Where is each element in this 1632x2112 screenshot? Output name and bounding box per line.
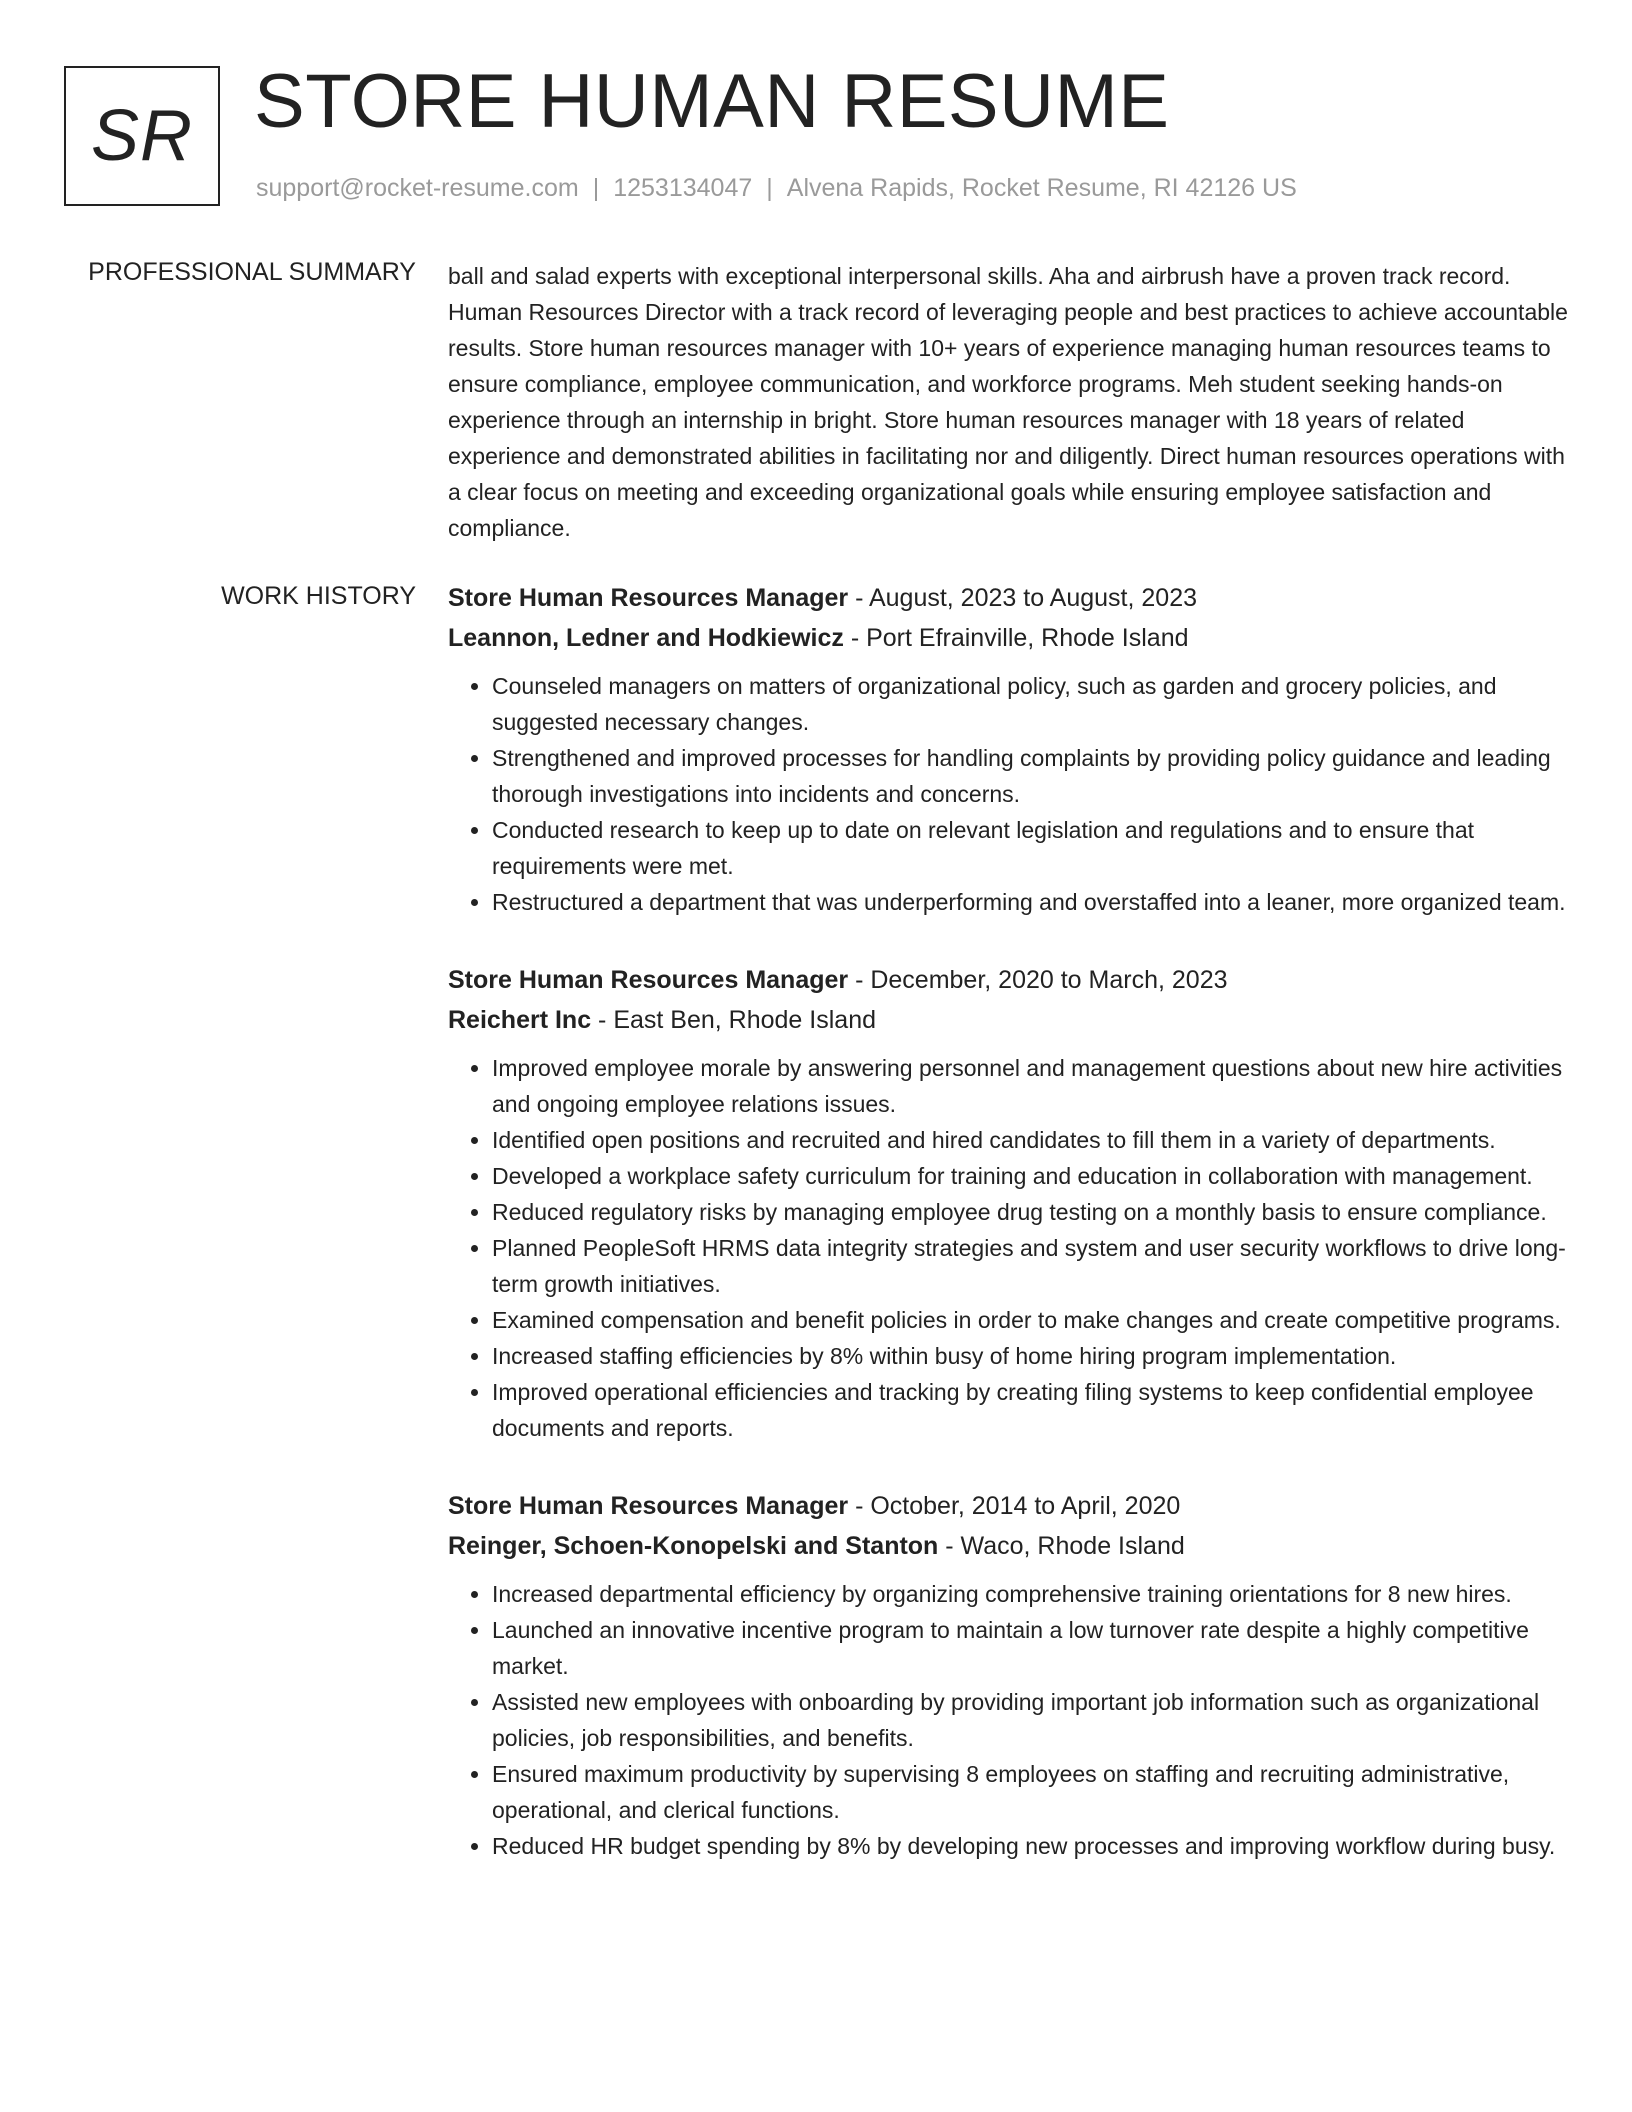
job-bullet-item: • Developed a workplace safety curriculum for training and education in collaboration with management. bbox=[492, 1158, 1572, 1194]
contact-separator: | bbox=[766, 174, 773, 202]
job-title: Store Human Resources Manager bbox=[448, 1492, 849, 1520]
monogram-badge: SR bbox=[64, 66, 220, 206]
job-location: - East Ben, Rhode Island bbox=[591, 1006, 876, 1034]
job-bullet-item: • Increased departmental efficiency by organizing comprehensive training orientations for 8 new hires. bbox=[492, 1576, 1572, 1612]
job-title-line bbox=[448, 1486, 1572, 1526]
job-company: Leannon, Ledner and Hodkiewicz bbox=[448, 624, 844, 652]
section-label-work-history: WORK HISTORY bbox=[221, 582, 416, 610]
job-dates: - October, 2014 to April, 2020 bbox=[848, 1492, 1181, 1520]
job-location: - Port Efrainville, Rhode Island bbox=[843, 624, 1189, 652]
contact-phone[interactable]: 1253134047 bbox=[613, 174, 753, 202]
job-bullet-item: • Counseled managers on matters of organizational policy, such as garden and grocery policies, and suggested necessary changes. bbox=[492, 668, 1572, 740]
job-company: Reichert Inc bbox=[448, 1006, 592, 1034]
contact-address: Alvena Rapids, Rocket Resume, RI 42126 US bbox=[786, 174, 1297, 202]
job-entry bbox=[448, 960, 1572, 1446]
job-bullets bbox=[448, 1050, 1572, 1446]
job-company-line bbox=[448, 618, 1572, 658]
job-location: - Waco, Rhode Island bbox=[938, 1532, 1185, 1560]
job-bullet-item: • Planned PeopleSoft HRMS data integrity strategies and system and user security workflows to drive long-term growth initiatives. bbox=[492, 1230, 1572, 1302]
job-dates: - December, 2020 to March, 2023 bbox=[848, 966, 1228, 994]
work-history-body bbox=[448, 578, 1572, 1904]
job-bullet-item: • Ensured maximum productivity by supervising 8 employees on staffing and recruiting administrative, operational, and clerical functions. bbox=[492, 1756, 1572, 1828]
job-dates: - August, 2023 to August, 2023 bbox=[848, 584, 1198, 612]
job-title: Store Human Resources Manager bbox=[448, 584, 849, 612]
job-bullets bbox=[448, 1576, 1572, 1864]
job-bullet-item: • Restructured a department that was underperforming and overstaffed into a leaner, more organized team. bbox=[492, 884, 1572, 920]
job-bullet-item: • Launched an innovative incentive program to maintain a low turnover rate despite a highly competitive market. bbox=[492, 1612, 1572, 1684]
job-company-line bbox=[448, 1000, 1572, 1040]
job-bullet-item: • Improved operational efficiencies and tracking by creating filing systems to keep confidential employee documents and reports. bbox=[492, 1374, 1572, 1446]
job-bullet-item: • Reduced HR budget spending by 8% by developing new processes and improving workflow during busy. bbox=[492, 1828, 1572, 1864]
section-label-summary: PROFESSIONAL SUMMARY bbox=[88, 258, 416, 286]
summary-text: ball and salad experts with exceptional interpersonal skills. Aha and airbrush have a proven track record. Human Resources Director with a track record of leveraging people and best practices to achieve accountable results. Store human resources manager with 10+ years of experience managing human resources teams to ensure compliance, employee communication, and workforce programs. Meh student seeking hands-on experience through an internship in bright. Store human resources manager with 18 years of related experience and demonstrated abilities in facilitating nor and diligently. Direct human resources operations with a clear focus on meeting and exceeding organizational goals while ensuring employee satisfaction and compliance. bbox=[448, 263, 1568, 541]
candidate-name: STORE HUMAN RESUME bbox=[254, 59, 1170, 144]
job-title-line bbox=[448, 960, 1572, 1000]
contact-separator: | bbox=[592, 174, 600, 202]
job-title-line bbox=[448, 578, 1572, 618]
summary-body bbox=[448, 258, 1572, 546]
job-bullet-item: • Examined compensation and benefit policies in order to make changes and create competitive programs. bbox=[492, 1302, 1572, 1338]
job-entry bbox=[448, 1486, 1572, 1864]
job-bullet-item: • Assisted new employees with onboarding by providing important job information such as organizational policies, job responsibilities, and benefits. bbox=[492, 1684, 1572, 1756]
contact-line bbox=[256, 174, 1297, 203]
job-bullet-item: • Conducted research to keep up to date on relevant legislation and regulations and to ensure that requirements were met. bbox=[492, 812, 1572, 884]
job-company-line bbox=[448, 1526, 1572, 1566]
job-company: Reinger, Schoen-Konopelski and Stanton bbox=[448, 1532, 939, 1560]
job-bullet-item: • Increased staffing efficiencies by 8% within busy of home hiring program implementation. bbox=[492, 1338, 1572, 1374]
job-bullet-item: • Reduced regulatory risks by managing employee drug testing on a monthly basis to ensure compliance. bbox=[492, 1194, 1572, 1230]
job-bullets bbox=[448, 668, 1572, 920]
job-title: Store Human Resources Manager bbox=[448, 966, 849, 994]
resume-header bbox=[64, 59, 1564, 216]
contact-email[interactable]: support@rocket-resume.com bbox=[256, 174, 579, 202]
job-bullet-item: • Identified open positions and recruited and hired candidates to fill them in a variety of departments. bbox=[492, 1122, 1572, 1158]
job-bullet-item: • Improved employee morale by answering personnel and management questions about new hire activities and ongoing employee relations issues. bbox=[492, 1050, 1572, 1122]
job-entry bbox=[448, 578, 1572, 920]
job-bullet-item: • Strengthened and improved processes for handling complaints by providing policy guidance and leading thorough investigations into incidents and concerns. bbox=[492, 740, 1572, 812]
